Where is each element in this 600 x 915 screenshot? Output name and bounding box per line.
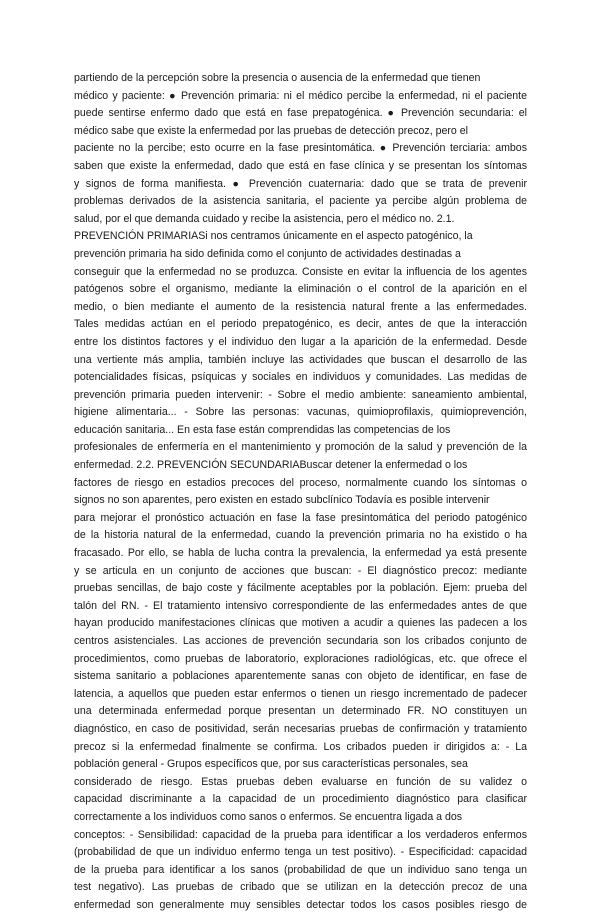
text-line: paciente no la percibe; esto ocurre en la fase presintomática. ● Prevención terciaria: ambos <box>74 142 527 155</box>
text-line: para mejorar el pronóstico actuación en fase la fase presintomática del periodo patogénico <box>74 511 527 524</box>
text-line: hayan producido manifestaciones clínicas que motiven a acudir a quienes las padecen a los <box>74 617 527 630</box>
text-line: profesionales de enfermería en el mantenimiento y promoción de la salud y prevención de la <box>74 441 527 454</box>
text-line: potencialidades físicas, psíquicas y sociales en individuos y comunidades. Las medidas de <box>74 371 527 384</box>
text-line: prevención primaria ha sido definida como el conjunto de actividades destinadas a <box>74 247 461 260</box>
text-line: sistema sanitario a poblaciones aparentemente sanas con objeto de identificar, en fase de <box>74 670 527 683</box>
document-page <box>74 70 527 911</box>
text-line: signos no son aparentes, pero existen en estado subclínico Todavía es posible intervenir <box>74 494 490 507</box>
text-line: conceptos: - Sensibilidad: capacidad de la prueba para identificar a los verdaderos enfermos <box>74 828 527 841</box>
text-line: de la prueba para identificar a los sanos (probabilidad de que un individuo sano tenga un <box>74 863 527 876</box>
text-line: talón del RN. - El tratamiento intensivo correspondiente de las enfermedades antes de que <box>74 599 527 612</box>
text-line: diagnóstico, en caso de positividad, serán necesarias pruebas de confirmación y tratamiento <box>74 722 527 735</box>
text-line: precoz si la enfermedad finalmente se confirma. Los cribados pueden ir dirigidos a: - La <box>74 740 527 753</box>
text-line: educación sanitaria... En esta fase están comprendidas las competencias de los <box>74 423 451 436</box>
text-line: PREVENCIÓN PRIMARIASi nos centramos únicamente en el aspecto patogénico, la <box>74 230 473 243</box>
text-line: test negativo). Las pruebas de cribado que se utilizan en la detección precoz de una <box>74 881 527 894</box>
text-line: problemas derivados de la asistencia sanitaria, el paciente ya percibe algún problema de <box>74 195 527 208</box>
text-line: factores de riesgo en estadios precoces del proceso, normalmente cuando los síntomas o <box>74 476 527 489</box>
text-line: latencia, a aquellos que pueden estar enfermos o tienen un riesgo incrementado de padecer <box>74 687 527 700</box>
text-line: procedimientos, como pruebas de laboratorio, exploraciones radiológicas, etc. que ofrece el <box>74 652 527 665</box>
text-line: enfermedad son generalmente muy sensibles detectar todos los casos posibles riesgo de <box>74 898 527 911</box>
text-line: enfermedad. 2.2. PREVENCIÓN SECUNDARIABuscar detener la enfermedad o los <box>74 459 468 472</box>
text-line: Tales medidas actúan en el periodo prepatogénico, es decir, antes de que la interacción <box>74 318 527 331</box>
text-line: médico sabe que existe la enfermedad por las pruebas de detección precoz, pero el <box>74 124 468 137</box>
text-line: entre los distintos factores y el individuo den lugar a la aparición de la enfermedad. Desde <box>74 335 527 348</box>
text-line: (probabilidad de que un individuo enfermo tenga un test positivo). - Especificidad: capacidad <box>74 846 527 859</box>
text-line: de la historia natural de la enfermedad, cuando la prevención primaria no ha existido o ha <box>74 529 527 542</box>
text-line: higiene alimentaria... - Sobre las personas: vacunas, quimioprofilaxis, quimioprevención, <box>74 406 527 419</box>
text-line: conseguir que la enfermedad no se produzca. Consiste en evitar la influencia de los agentes <box>74 265 527 278</box>
text-line: medio, o bien mediante el aumento de la resistencia natural frente a las enfermedades. <box>74 300 527 313</box>
text-line: puede sentirse enfermo dado que está en fase prepatogénica. ● Prevención secundaria: el <box>74 107 527 120</box>
text-line: pruebas sencillas, de bajo coste y fácilmente aceptables por la población. Ejem: prueba del <box>74 582 527 595</box>
text-line: prevención primaria pueden intervenir: - Sobre el medio ambiente: saneamiento ambiental, <box>74 388 527 401</box>
text-line: patógenos sobre el organismo, mediante la eliminación o el control de la aparición en el <box>74 283 527 296</box>
text-line: centros asistenciales. Las acciones de prevención secundaria son los cribados conjunto de <box>74 635 527 647</box>
text-line: una vertiente más amplia, también incluye las actividades que buscan el desarrollo de las <box>74 353 527 366</box>
text-line: correctamente a los individuos como sanos o enfermos. Se encuentra ligada a dos <box>74 810 463 823</box>
text-line: capacidad discriminante a la capacidad de un procedimiento diagnóstico para clasificar <box>74 793 527 806</box>
text-line: considerado de riesgo. Estas pruebas deben evaluarse en función de su validez o <box>74 775 527 788</box>
text-line: y se articula en un conjunto de acciones que buscan: - El diagnóstico precoz: mediante <box>74 564 527 577</box>
text-line: población general - Grupos específicos que, por sus características personales, sea <box>74 758 468 771</box>
text-line: partiendo de la percepción sobre la presencia o ausencia de la enfermedad que tienen <box>74 72 481 84</box>
text-line: saben que existe la enfermedad, dado que está en fase clínica y se presentan los síntomas <box>74 159 527 172</box>
text-line: médico y paciente: ● Prevención primaria: ni el médico percibe la enfermedad, ni el paciente <box>74 89 527 102</box>
text-line: y signos de forma manifiesta. ● Prevención cuaternaria: dado que se trata de prevenir <box>74 177 527 190</box>
text-line: una determinada enfermedad porque presentan un determinado FR. NO constituyen un <box>74 705 527 718</box>
text-line: fracasado. Por ello, se habla de lucha contra la prevalencia, la enfermedad ya está presente <box>74 547 527 560</box>
text-line: salud, por el que demanda cuidado y recibe la asistencia, pero el médico no. 2.1. <box>74 212 455 225</box>
